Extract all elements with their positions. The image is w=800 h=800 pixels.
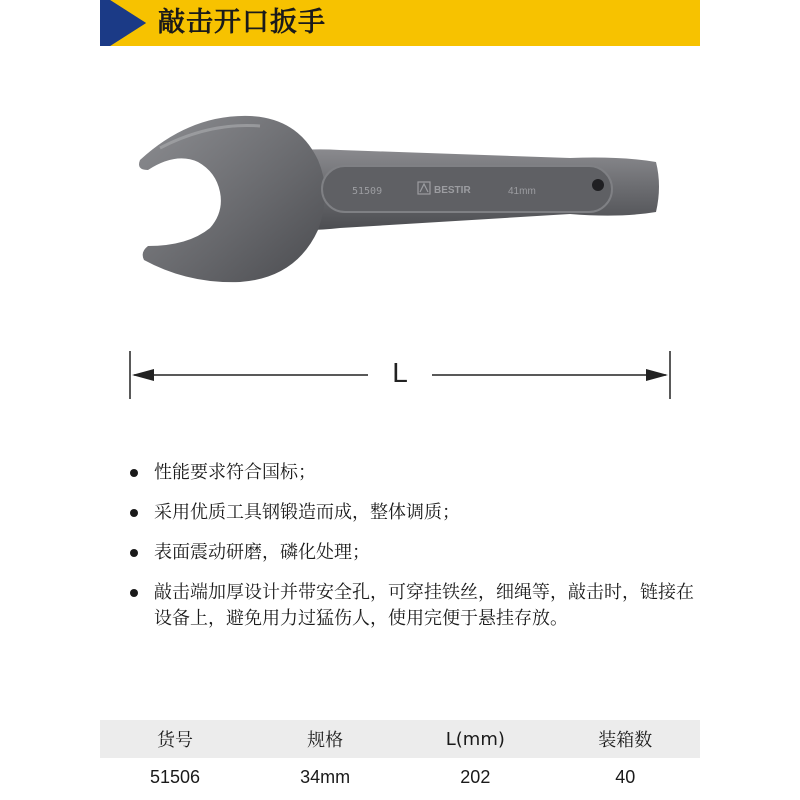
list-item	[128, 580, 708, 632]
header-pack-qty: 装箱数	[550, 720, 700, 758]
page-title: 敲击开口扳手	[158, 7, 326, 38]
product-image	[100, 100, 700, 310]
feature-text: 性能要求符合国标；	[154, 462, 316, 483]
chevron-right-icon	[100, 0, 146, 46]
cell-length: 202	[460, 766, 491, 787]
cell-item-no: 51506	[150, 766, 201, 787]
bullet-icon	[130, 549, 138, 557]
feature-text: 采用优质工具钢锻造而成，整体调质；	[154, 502, 460, 523]
feature-text: 表面震动研磨，磷化处理；	[154, 542, 370, 563]
feature-text: 敲击端加厚设计并带安全孔，可穿挂铁丝，细绳等，敲击时，链接在设备上，避免用力过猛伤人，使用完便于悬挂存放。	[154, 582, 694, 629]
bullet-icon	[130, 509, 138, 517]
list-item	[128, 540, 708, 566]
cell-spec: 34mm	[300, 766, 351, 787]
bullet-icon	[130, 469, 138, 477]
header-accent-tab	[100, 0, 146, 46]
header-banner	[100, 0, 700, 46]
feature-list	[128, 460, 708, 646]
dimension-label: L	[392, 357, 408, 388]
list-item	[128, 500, 708, 526]
arrow-left-icon	[132, 369, 154, 381]
engraving-size: 41mm	[508, 186, 536, 197]
table-header-row	[100, 720, 700, 758]
engraving-brand: BESTIR	[434, 185, 471, 196]
header-length: L(mm)	[400, 720, 550, 758]
arrow-right-icon	[646, 369, 668, 381]
table-row	[100, 758, 700, 796]
wrench-illustration	[100, 100, 700, 310]
list-item	[128, 460, 708, 486]
spec-table	[100, 720, 700, 796]
bullet-icon	[130, 589, 138, 597]
header-item-no: 货号	[100, 720, 250, 758]
header-spec: 规格	[250, 720, 400, 758]
engraving-item-no: 51509	[352, 186, 383, 197]
cell-pack-qty: 40	[615, 766, 636, 787]
